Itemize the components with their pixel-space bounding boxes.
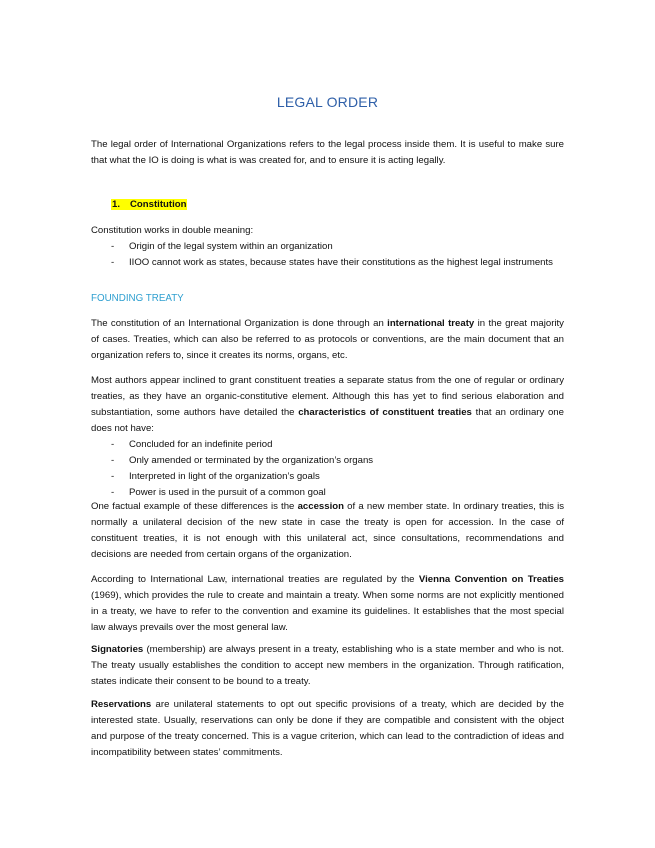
constitution-lead: Constitution works in double meaning: — [91, 225, 254, 236]
subheading-founding-treaty: FOUNDING TREATY — [91, 293, 184, 304]
constitution-list — [91, 239, 564, 271]
bold-term: characteristics of constituent treaties — [298, 407, 472, 418]
bold-term: international treaty — [387, 318, 475, 329]
dash-bullet: - — [111, 455, 115, 466]
list-item: - Concluded for an indefinite period — [91, 437, 564, 453]
constitution-block — [91, 223, 564, 271]
dash-bullet: - — [111, 487, 115, 498]
list-item: - Interpreted in light of the organization’s goals — [91, 469, 564, 485]
intro-text: The legal order of International Organizations refers to the legal process inside them. It is useful to make sure that what the IO is doing is what is was created for, and to ensure it is acting legally. — [91, 139, 564, 166]
paragraph-5: Signatories (membership) are always present in a treaty, establishing who is a state member and who is not. The treaty usually establishes the condition to accept new members in the organization. Through ratification, states indicate their consent to be bound to a treaty. — [91, 644, 564, 687]
dash-bullet: - — [111, 439, 115, 450]
paragraph-2: Most authors appear inclined to grant constituent treaties a separate status from the one of regular or ordinary treaties, as they have an organic-constitutive element. Although this has yet to find serious elaboration and substantiation, some authors have detailed the characteristics of constituent treaties that an ordinary one does not have: - Concluded for an indefinite period - Only amended or terminated by the organization’s organs - Interpreted in light of the organization’s goals - Power is used in the pursuit of a common goal — [91, 373, 564, 501]
paragraph-4: According to International Law, international treaties are regulated by the Vienna Convention on Treaties (1969), which provides the rule to create and maintain a treaty. When some norms are not explicitly mentioned in a treaty, we have to refer to the convention and examine its guidelines. It establishes that the most special law always prevails over the most general law. — [91, 574, 564, 633]
section-heading-constitution — [111, 199, 187, 210]
list-item: - Origin of the legal system within an organization — [91, 239, 564, 255]
page-title: LEGAL ORDER — [276, 94, 379, 110]
bold-term: Signatories — [91, 644, 144, 655]
section-label: Constitution — [130, 199, 187, 210]
section-number: 1. — [112, 199, 121, 210]
paragraph-3: One factual example of these differences is the accession of a new member state. In ordinary treaties, this is normally a unilateral decision of the new state in case the treaty is open for accession. In the case of constituent treaties, it is not enough with this unilateral act, since consultations, recommendations and decisions are needed from certain organs of the organization. — [91, 501, 564, 560]
dash-bullet: - — [111, 471, 115, 482]
list-item: - IIOO cannot work as states, because states have their constitutions as the highest legal instruments — [91, 255, 564, 271]
bold-term: accession — [297, 501, 344, 512]
bold-term: Vienna Convention on Treaties — [418, 574, 564, 585]
list-item: - Power is used in the pursuit of a common goal — [91, 485, 564, 501]
paragraph-6: Reservations are unilateral statements to opt out specific provisions of a treaty, which are decided by the interested state. Usually, reservations can only be done if they are compatible and consistent with the object and purpose of the treaty concerned. This is a vague criterion, which can lead to the contradiction of ideas and incompatibility between states’ commitments. — [91, 699, 564, 758]
paragraph-1: The constitution of an International Organization is done through an international treaty in the great majority of cases. Treaties, which can also be referred to as protocols or conventions, are the main document that an organization refers to, since it creates its norms, organs, etc. — [91, 318, 564, 361]
intro-paragraph — [91, 137, 564, 169]
list-item: - Only amended or terminated by the organization’s organs — [91, 453, 564, 469]
characteristics-list — [91, 437, 564, 501]
bold-term: Reservations — [91, 699, 152, 710]
dash-bullet: - — [111, 257, 115, 268]
dash-bullet: - — [111, 241, 115, 252]
